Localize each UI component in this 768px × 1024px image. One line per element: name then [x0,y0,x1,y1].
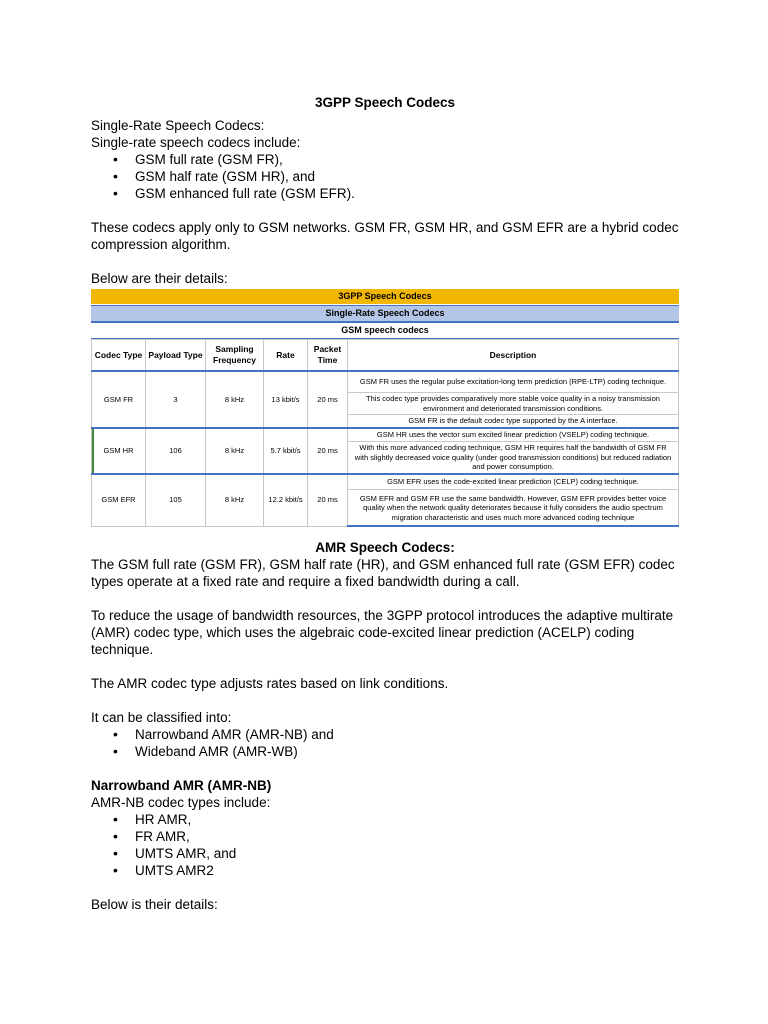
cell-payload: 106 [146,428,206,474]
cell-description: This codec type provides comparatively more stable voice quality in a noisy transmission environment and deteriorated transmission conditions. [348,393,679,415]
table-row [92,371,679,393]
cell-sampling: 8 kHz [206,474,264,527]
cell-description: GSM EFR uses the code-excited linear prediction (CELP) coding technique. [348,474,679,490]
table-header-row [92,340,679,372]
nb-footer: Below is their details: [91,897,218,912]
document-title: 3GPP Speech Codecs [314,95,456,110]
nb-list [91,811,679,879]
paragraph-amr-intro: To reduce the usage of bandwidth resources, the 3GPP protocol introduces the adaptive multirate (AMR) codec type, which uses the algebraic code-excited linear prediction (ACELP) coding technique. [91,608,674,657]
header-packet-time: Packet Time [308,340,348,372]
header-sampling: Sampling Frequency [206,340,264,372]
list-item: • GSM full rate (GSM FR), [91,151,679,168]
cell-codec: GSM HR [92,428,146,474]
cell-rate: 5.7 kbit/s [264,428,308,474]
list-item: • GSM half rate (GSM HR), and [91,168,679,185]
cell-description: GSM FR is the default codec type supported by the A interface. [348,415,679,429]
table-row [92,474,679,490]
table-band-single-rate: Single-Rate Speech Codecs [91,305,679,323]
paragraph-classified: It can be classified into: [91,710,232,725]
cell-description: GSM FR uses the regular pulse excitation-long term prediction (RPE-LTP) coding technique. [348,371,679,393]
list-item: • FR AMR, [91,828,679,845]
table-band-gsm: GSM speech codecs [91,323,679,339]
amr-class-list [91,726,679,760]
paragraph-amr-adjusts: The AMR codec type adjusts rates based on link conditions. [91,676,449,691]
paragraph-below-details: Below are their details: [91,271,228,286]
paragraph-amr-fixed-rate: The GSM full rate (GSM FR), GSM half rate (HR), and GSM enhanced full rate (GSM EFR) codec types operate at a fixed rate and require a fixed bandwidth during a call. [91,557,675,589]
document-page [91,94,679,913]
cell-sampling: 8 kHz [206,428,264,474]
list-item: • GSM enhanced full rate (GSM EFR). [91,185,679,202]
cell-description: GSM HR uses the vector sum excited linear prediction (VSELP) coding technique. [348,428,679,442]
cell-ptime: 20 ms [308,428,348,474]
header-payload-type: Payload Type [146,340,206,372]
list-item: • Wideband AMR (AMR-WB) [91,743,679,760]
subtitle-single-rate: Single-Rate Speech Codecs: [91,118,265,133]
paragraph-gsm-networks: These codecs apply only to GSM networks. GSM FR, GSM HR, and GSM EFR are a hybrid codec compression algorithm. [91,220,679,252]
cell-sampling: 8 kHz [206,371,264,428]
list-item: • Narrowband AMR (AMR-NB) and [91,726,679,743]
header-codec-type: Codec Type [92,340,146,372]
nb-heading: Narrowband AMR (AMR-NB) [91,778,272,793]
cell-ptime: 20 ms [308,371,348,428]
cell-rate: 13 kbit/s [264,371,308,428]
nb-intro: AMR-NB codec types include: [91,795,271,810]
cell-payload: 3 [146,371,206,428]
table-row [92,428,679,442]
amr-title: AMR Speech Codecs: [315,540,455,555]
header-description: Description [348,340,679,372]
cell-rate: 12.2 kbit/s [264,474,308,527]
single-rate-list [91,151,679,202]
cell-description: GSM EFR and GSM FR use the same bandwidth. However, GSM EFR provides better voice quality when the network quality deteriorates because it fully considers the audio spectrum migration characteristic and uses much more advanced coding technique [348,489,679,526]
list-item: • HR AMR, [91,811,679,828]
list-item: • UMTS AMR, and [91,845,679,862]
list-item: • UMTS AMR2 [91,862,679,879]
subtitle-include: Single-rate speech codecs include: [91,135,301,150]
cell-payload: 105 [146,474,206,527]
cell-codec: GSM FR [92,371,146,428]
cell-ptime: 20 ms [308,474,348,527]
table-band-title: 3GPP Speech Codecs [91,289,679,305]
cell-description: With this more advanced coding technique, GSM HR requires half the bandwidth of GSM FR with slightly decreased voice quality (under good transmission conditions) but reduced radiation and power consumption. [348,442,679,474]
header-rate: Rate [264,340,308,372]
codec-data-table [91,339,679,527]
cell-codec: GSM EFR [92,474,146,527]
codec-table [91,289,679,527]
